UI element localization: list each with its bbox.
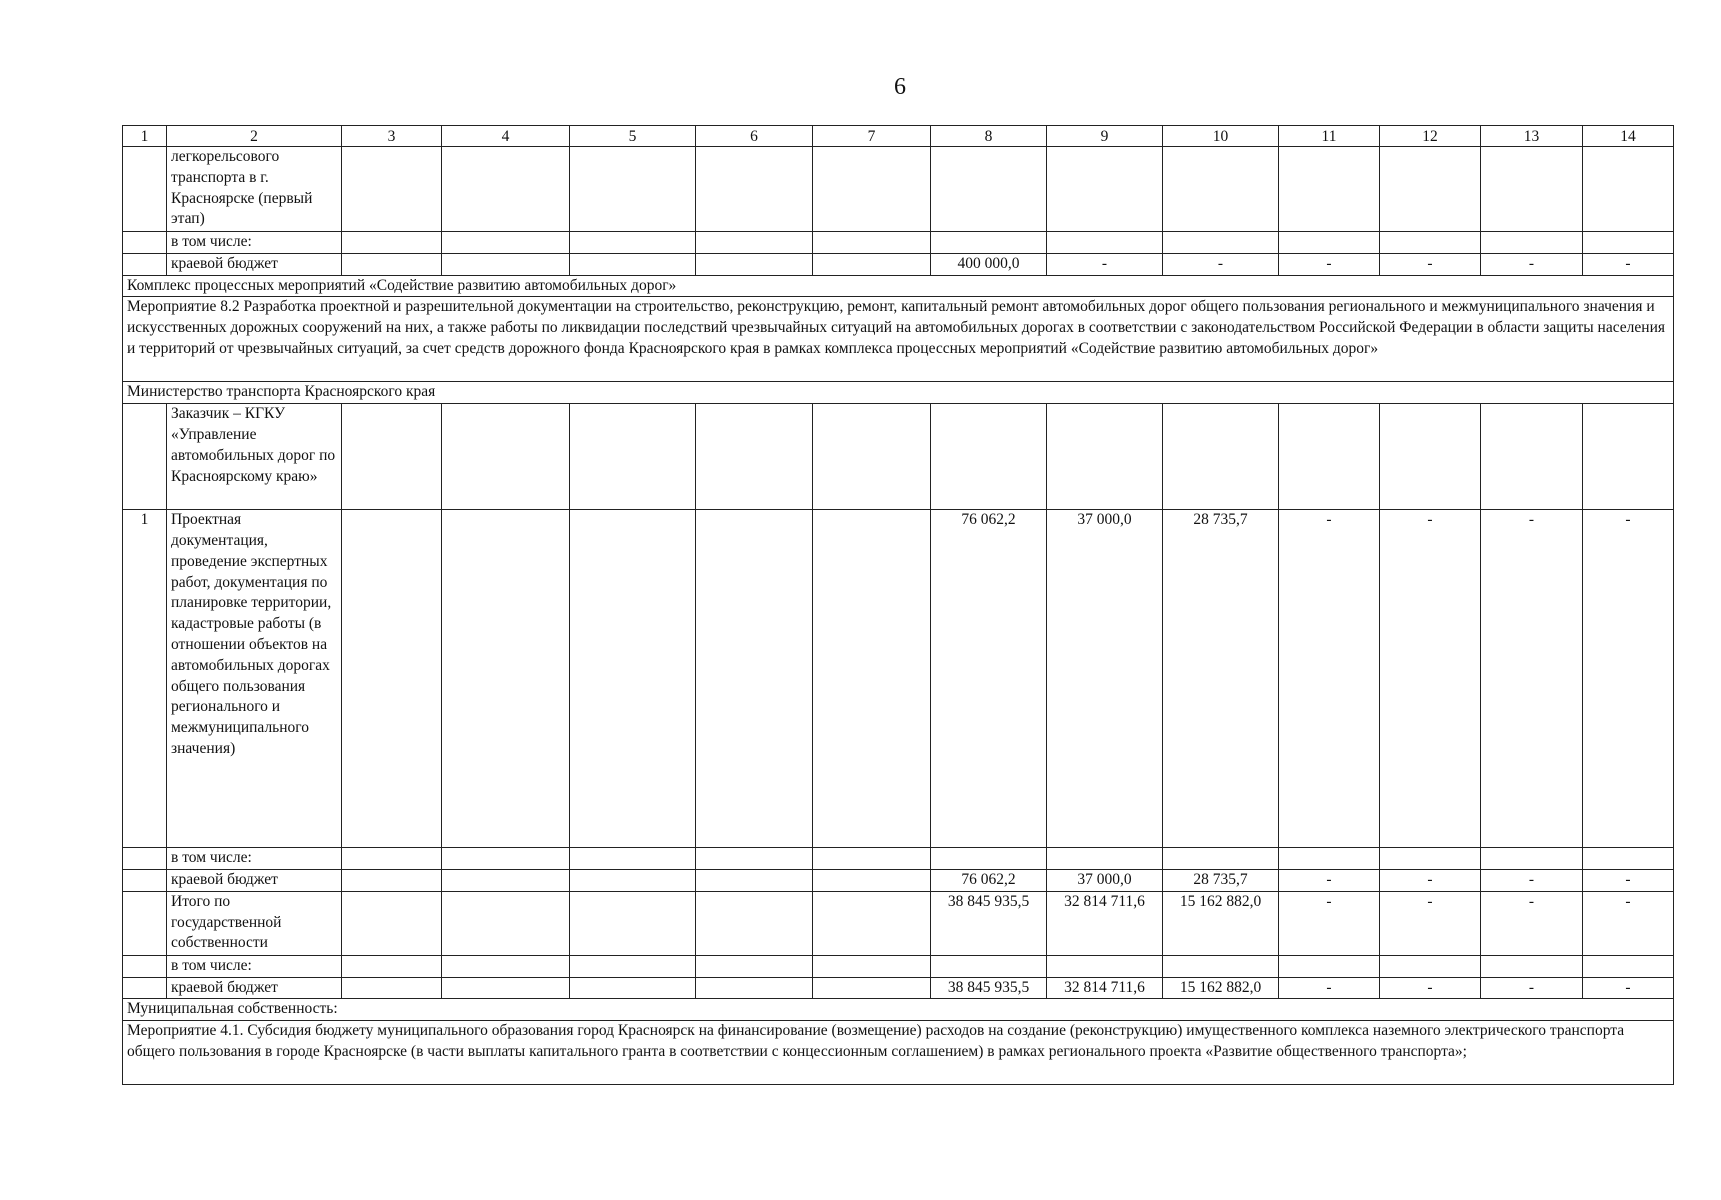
table-row [123,869,1674,891]
dash-cell: - [1481,253,1583,275]
row-name: краевой бюджет [167,253,342,275]
section-row [123,275,1674,297]
ministry: Министерство транспорта Красноярского края [123,382,1674,404]
col-header: 6 [696,126,813,147]
col-header: 13 [1481,126,1583,147]
dash-cell: - [1380,891,1481,955]
table-row [123,848,1674,870]
value-cell: 400 000,0 [931,253,1047,275]
row-name: краевой бюджет [167,977,342,999]
col-header: 11 [1279,126,1380,147]
measure-4-1: Мероприятие 4.1. Субсидия бюджету муниципального образования город Красноярск на финансирование (возмещение) расходов на создание (реконструкцию) имущественного комплекса наземного электрического транспорта общего пользования в городе Красноярске (в части выплаты капитального гранта в соответствии с концессионным соглашением) в рамках регионального проекта «Развитие общественного транспорта»; [123,1021,1674,1085]
value-cell: 38 845 935,5 [931,977,1047,999]
col-header: 9 [1047,126,1163,147]
row-name: в том числе: [167,232,342,254]
dash-cell: - [1279,977,1380,999]
row-name: краевой бюджет [167,869,342,891]
row-index: 1 [123,510,167,848]
value-cell: 38 845 935,5 [931,891,1047,955]
dash-cell: - [1047,253,1163,275]
dash-cell: - [1279,253,1380,275]
value-cell: 32 814 711,6 [1047,891,1163,955]
header-row [123,126,1674,147]
page-number: 6 [894,74,906,100]
value-cell: 28 735,7 [1163,510,1279,848]
value-cell: 76 062,2 [931,869,1047,891]
value-cell: 76 062,2 [931,510,1047,848]
dash-cell: - [1279,869,1380,891]
table-row [123,404,1674,510]
table-row [123,147,1674,232]
value-cell: 15 162 882,0 [1163,977,1279,999]
measure-8-2: Мероприятие 8.2 Разработка проектной и разрешительной документации на строительство, реконструкцию, ремонт, капитальный ремонт автомобильных дорог общего пользования регионального и межмуниципального значения и искусственных дорожных сооружений на них, а также работы по ликвидации последствий чрезвычайных ситуаций на автомобильных дорогах в соответствии с законодательством Российской Федерации в области защиты населения и территорий от чрезвычайных ситуаций, за счет средств дорожного фонда Красноярского края в рамках комплекса процессных мероприятий «Содействие развитию автомобильных дорог» [123,297,1674,382]
col-header: 7 [813,126,931,147]
dash-cell: - [1380,869,1481,891]
value-cell: 28 735,7 [1163,869,1279,891]
row-name: в том числе: [167,955,342,977]
row-name: Итого по государственной собственности [167,891,342,955]
table-row [123,253,1674,275]
dash-cell: - [1481,891,1583,955]
dash-cell: - [1583,253,1674,275]
dash-cell: - [1380,253,1481,275]
col-header: 14 [1583,126,1674,147]
dash-cell: - [1583,510,1674,848]
col-header: 12 [1380,126,1481,147]
section-complex: Комплекс процессных мероприятий «Содействие развитию автомобильных дорог» [123,275,1674,297]
table-row [123,977,1674,999]
section-row [123,382,1674,404]
dash-cell: - [1163,253,1279,275]
row-name: в том числе: [167,848,342,870]
value-cell: 15 162 882,0 [1163,891,1279,955]
customer: Заказчик – КГКУ «Управление автомобильных дорог по Красноярскому краю» [167,404,342,510]
section-row [123,297,1674,382]
dash-cell: - [1583,869,1674,891]
table-row [123,510,1674,848]
municipal-section: Муниципальная собственность: [123,999,1674,1021]
col-header: 3 [342,126,442,147]
table-row [123,955,1674,977]
col-header: 5 [570,126,696,147]
dash-cell: - [1380,510,1481,848]
col-header: 1 [123,126,167,147]
dash-cell: - [1279,510,1380,848]
row-name: легкорельсового транспорта в г. Красноярске (первый этап) [167,147,342,232]
dash-cell: - [1380,977,1481,999]
col-header: 10 [1163,126,1279,147]
dash-cell: - [1481,977,1583,999]
value-cell: 37 000,0 [1047,869,1163,891]
row-name: Проектная документация, проведение экспертных работ, документация по планировке территории, кадастровые работы (в отношении объектов на автомобильных дорогах общего пользования регионального и межмуниципального значения) [167,510,342,848]
value-cell: 37 000,0 [1047,510,1163,848]
section-row [123,1021,1674,1085]
section-row [123,999,1674,1021]
col-header: 8 [931,126,1047,147]
table-row [123,891,1674,955]
dash-cell: - [1481,510,1583,848]
table-row [123,232,1674,254]
dash-cell: - [1279,891,1380,955]
col-header: 2 [167,126,342,147]
dash-cell: - [1583,891,1674,955]
budget-table [122,125,1674,1085]
dash-cell: - [1583,977,1674,999]
dash-cell: - [1481,869,1583,891]
value-cell: 32 814 711,6 [1047,977,1163,999]
col-header: 4 [442,126,570,147]
